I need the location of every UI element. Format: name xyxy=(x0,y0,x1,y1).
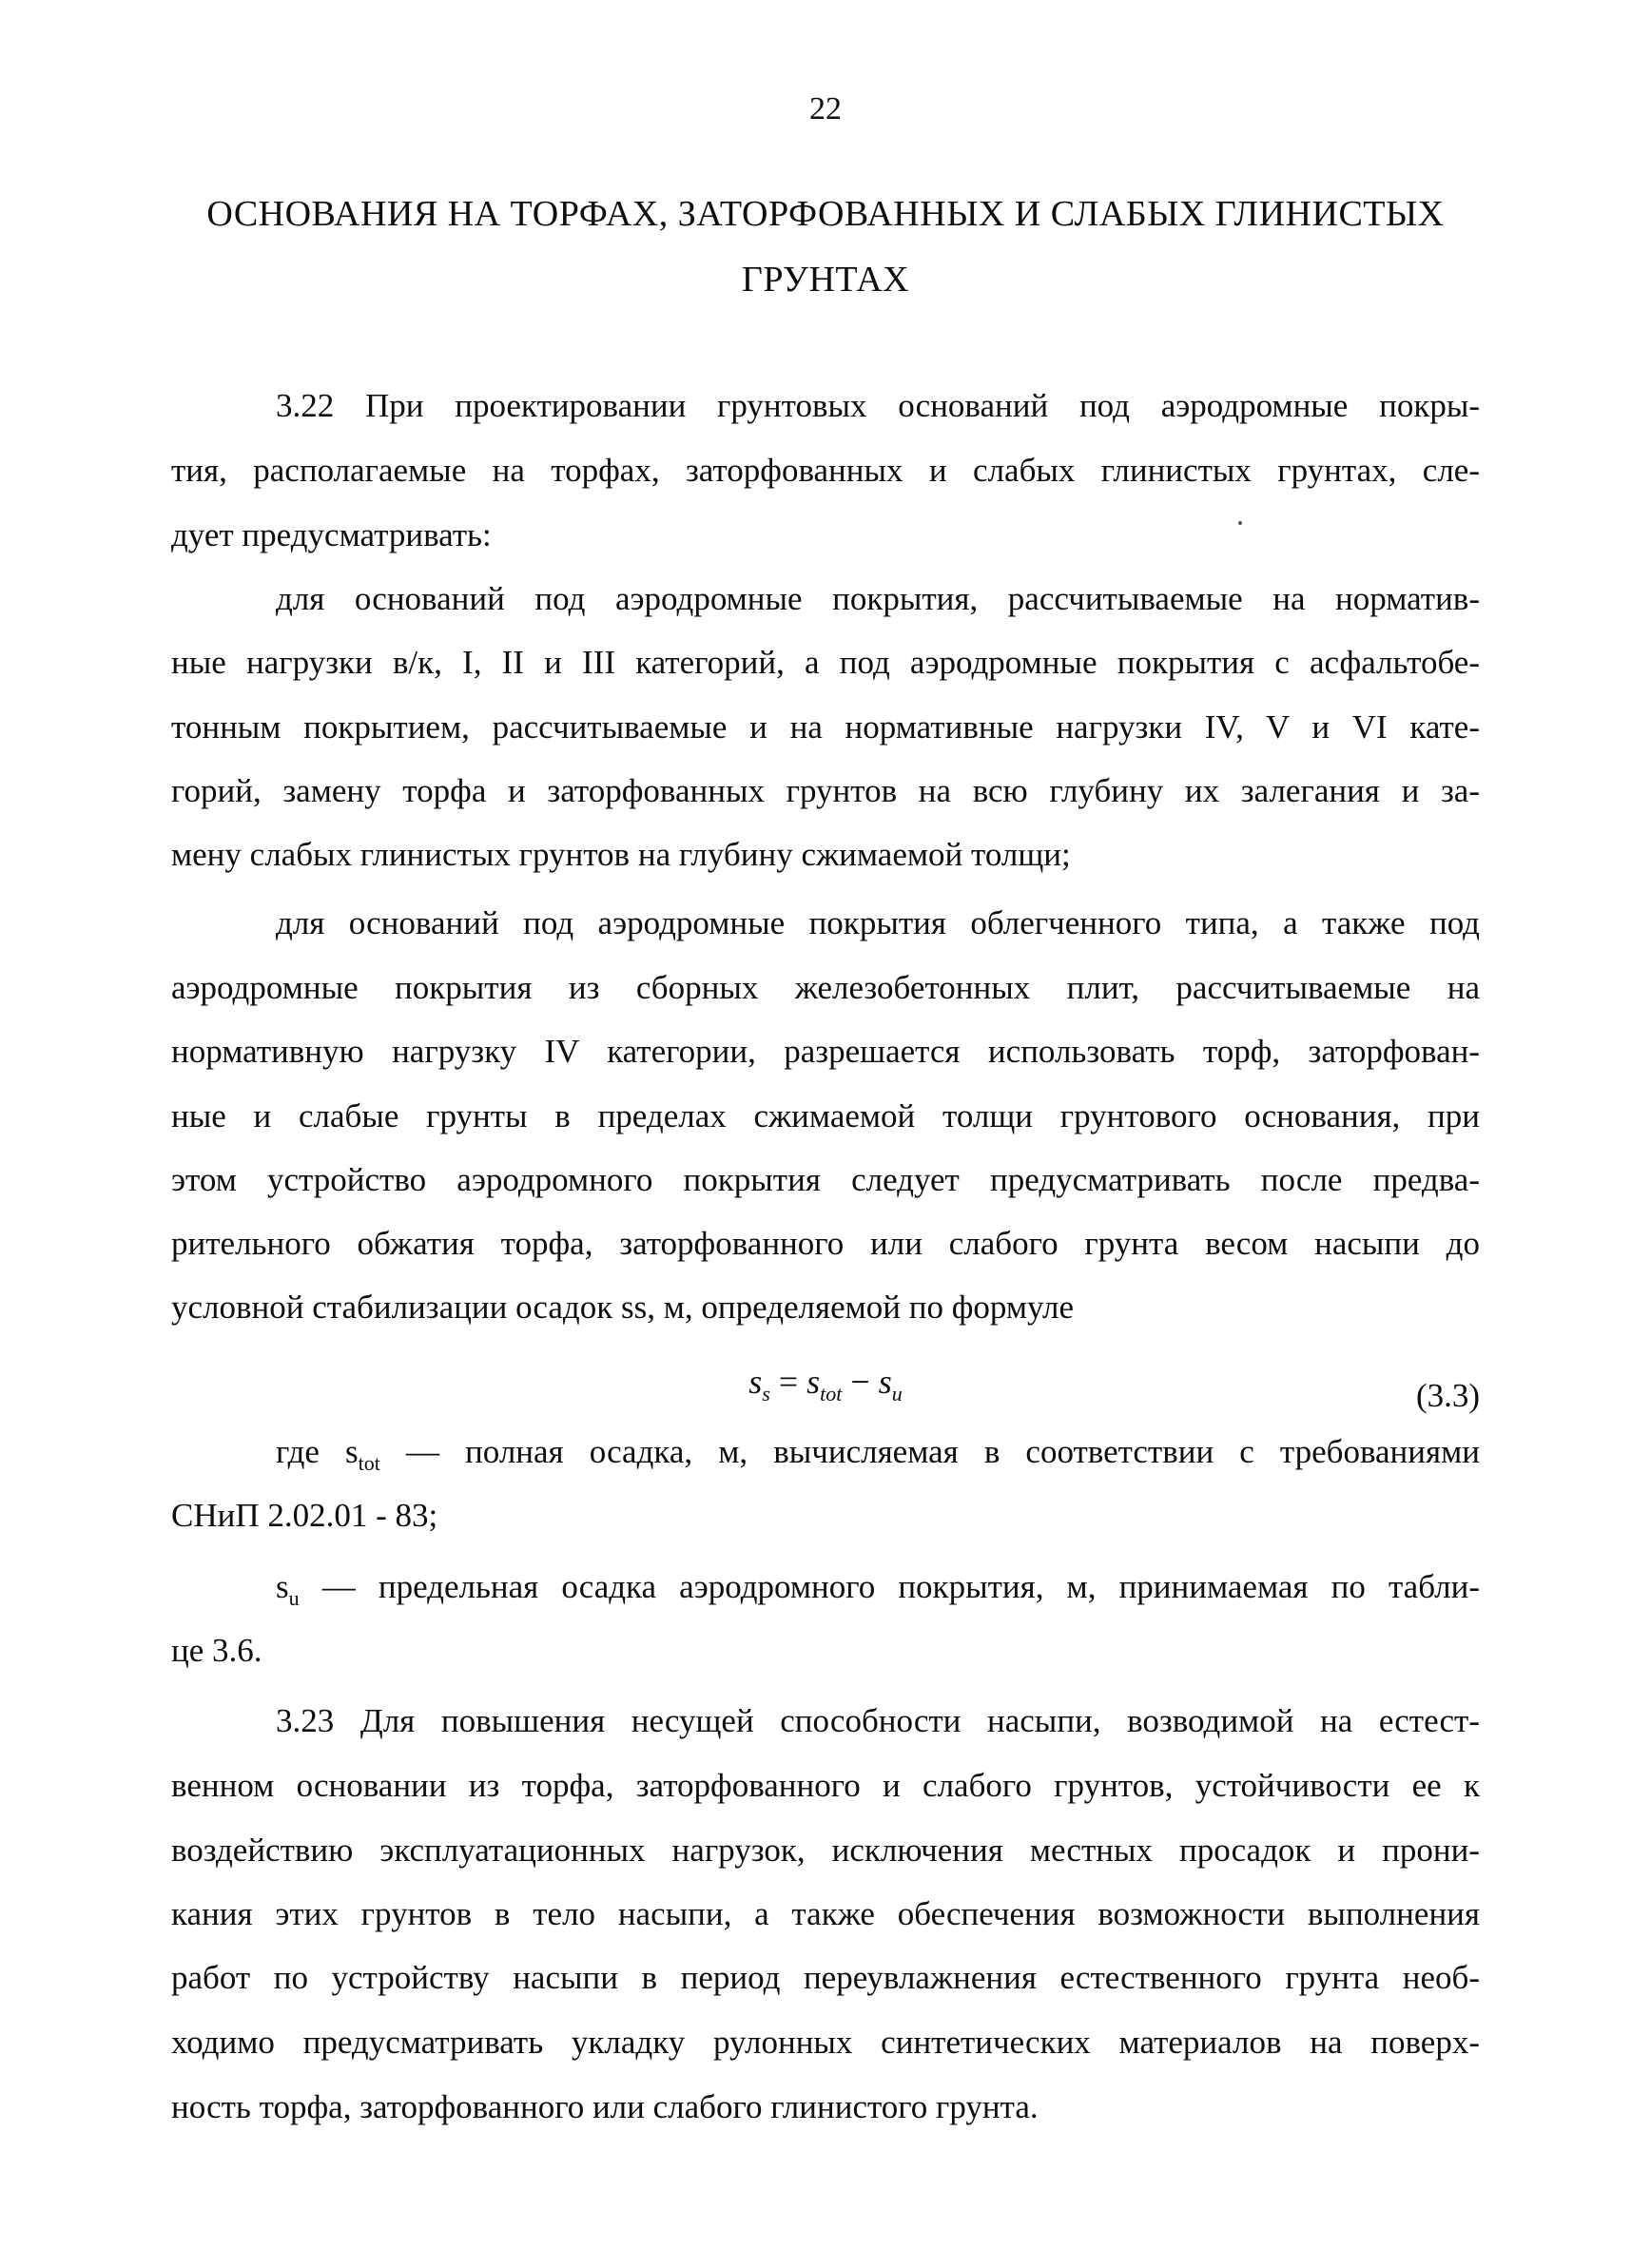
paragraph-3-22-line: дует предусматривать: xyxy=(171,516,492,553)
definition-stot-sub: tot xyxy=(358,1451,380,1475)
page-number: 22 xyxy=(809,91,842,126)
paragraph-option-1-line: тонным покрытием, рассчитываемые и на нормативные нагрузки IV, V и VI кате- xyxy=(171,708,1480,746)
section-title-line-2: ГРУНТАХ xyxy=(741,260,910,300)
definition-su-text: — предельная осадка аэродромного покрытия, м, принимаемая по табли- xyxy=(299,1568,1480,1605)
definition-stot-lead: где s xyxy=(276,1433,359,1470)
paragraph-3-23-line: воздействию эксплуатационных нагрузок, исключения местных просадок и прони- xyxy=(171,1832,1480,1869)
formula-term-2: s xyxy=(878,1363,892,1401)
formula-term-1: s xyxy=(806,1363,821,1401)
paragraph-option-2-line: условной стабилизации осадок ss, м, определяемой по формуле xyxy=(171,1289,1074,1326)
section-title-line-1: ОСНОВАНИЯ НА ТОРФАХ, ЗАТОРФОВАННЫХ И СЛАБЫХ ГЛИНИСТЫХ xyxy=(206,194,1445,234)
formula-lhs-sub: s xyxy=(762,1382,770,1406)
paragraph-option-2-line: для оснований под аэродромные покрытия облегченного типа, а также под xyxy=(276,904,1480,941)
paragraph-option-1-line: для оснований под аэродромные покрытия, рассчитываемые на норматив- xyxy=(276,580,1480,617)
formula-term-1-sub: tot xyxy=(820,1382,843,1406)
paragraph-3-23-line: работ по устройству насыпи в период переувлажнения естественного грунта необ- xyxy=(171,1959,1480,1996)
paragraph-option-1-line: мену слабых глинистых грунтов на глубину сжимаемой толщи; xyxy=(171,836,1071,873)
paragraph-option-1-line: горий, замену торфа и заторфованных грунтов на всю глубину их залегания и за- xyxy=(171,772,1480,809)
formula-lhs: s xyxy=(748,1363,763,1401)
definition-su-line xyxy=(276,1568,1480,1633)
paragraph-option-2-line: ные и слабые грунты в пределах сжимаемой толщи грунтового основания, при xyxy=(171,1097,1480,1134)
definition-su-sub: u xyxy=(288,1586,300,1610)
definition-stot-text: — полная осадка, м, вычисляемая в соответствии с требованиями xyxy=(379,1433,1480,1470)
paragraph-option-1-line: ные нагрузки в/к, I, II и III категорий, а под аэродромные покрытия с асфальтобе- xyxy=(171,644,1480,681)
paragraph-option-2-line: нормативную нагрузку IV категории, разрешается использовать торф, заторфован- xyxy=(171,1033,1480,1070)
paragraph-option-2-line: аэродромные покрытия из сборных железобетонных плит, рассчитываемые на xyxy=(171,969,1480,1006)
definition-stot-line xyxy=(276,1433,1480,1498)
definition-stot-line-2: СНиП 2.02.01 - 83; xyxy=(171,1497,438,1534)
formula-minus: − xyxy=(842,1363,879,1401)
paragraph-option-2-line: рительного обжатия торфа, заторфованного или слабого грунта весом насыпи до xyxy=(171,1225,1480,1262)
paragraph-3-22-line: тия, располагаемые на торфах, заторфованных и слабых глинистых грунтах, сле- xyxy=(171,452,1480,489)
formula-number: (3.3) xyxy=(1415,1377,1480,1414)
paragraph-3-23-line: ность торфа, заторфованного или слабого глинистого грунта. xyxy=(171,2088,1039,2125)
definition-su-line-2: це 3.6. xyxy=(171,1632,262,1669)
paragraph-3-22-line: 3.22 При проектировании грунтовых оснований под аэродромные покры- xyxy=(276,387,1480,424)
formula-term-2-sub: u xyxy=(891,1382,903,1406)
paragraph-3-23-line: кания этих грунтов в тело насыпи, а также обеспечения возможности выполнения xyxy=(171,1895,1480,1932)
scan-speck xyxy=(1238,521,1242,525)
paragraph-3-23-line: 3.23 Для повышения несущей способности насыпи, возводимой на естест- xyxy=(276,1702,1480,1739)
formula-equals: = xyxy=(769,1363,807,1401)
paragraph-option-2-line: этом устройство аэродромного покрытия следует предусматривать после предва- xyxy=(171,1161,1480,1198)
paragraph-3-23-line: венном основании из торфа, заторфованного и слабого грунтов, устойчивости ее к xyxy=(171,1767,1480,1804)
definition-su-lead: s xyxy=(276,1568,289,1605)
paragraph-3-23-line: ходимо предусматривать укладку рулонных синтетических материалов на поверх- xyxy=(171,2024,1480,2061)
